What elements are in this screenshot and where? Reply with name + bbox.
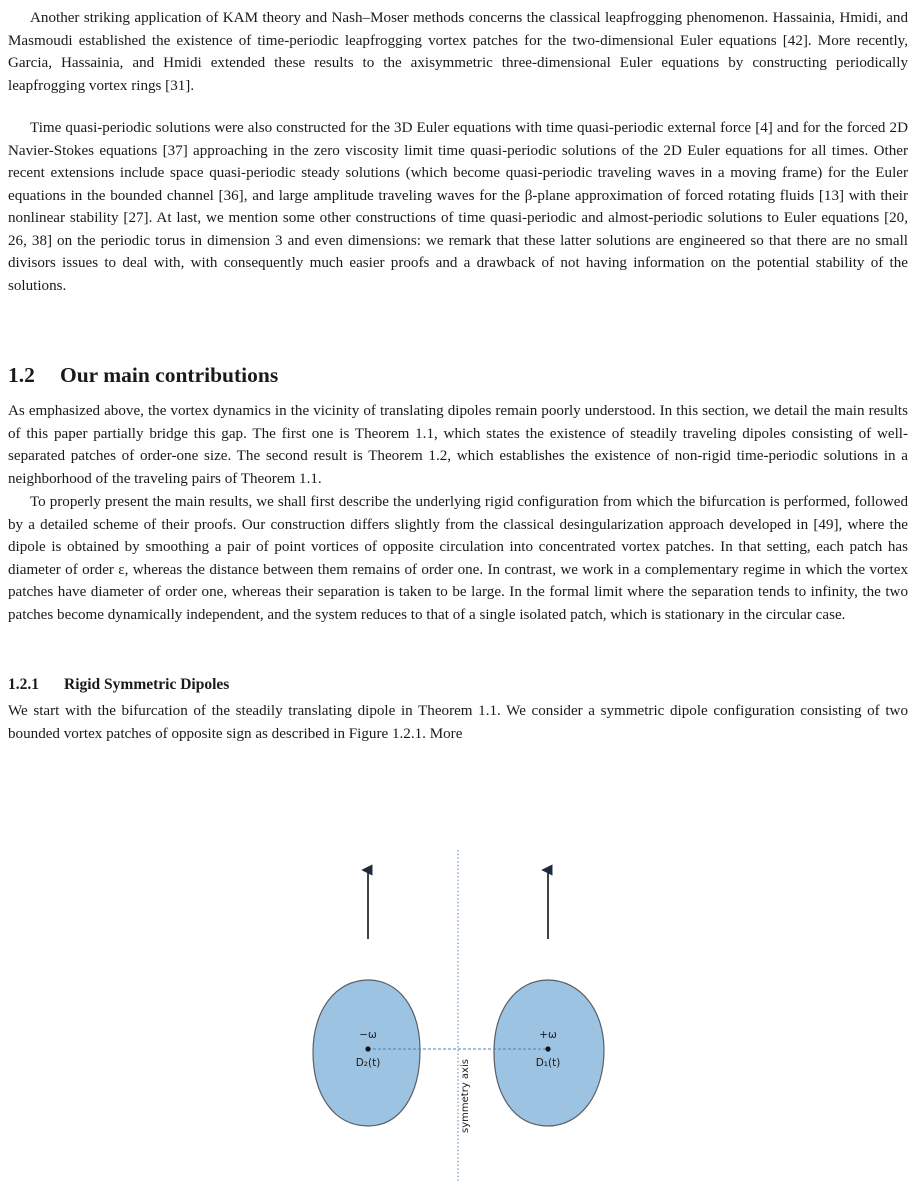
- symmetry-axis-label: symmetry axis: [460, 1059, 471, 1133]
- paragraph-main-results: As emphasized above, the vortex dynamics in the vicinity of translating dipoles remain poorly understood. In this section, we detail the main results of this paper partially bridge this gap. The first one is Theorem 1.1, which states the existence of steadily traveling dipoles consisting of well-separated patches of order-one size. The second result is Theorem 1.2, which establishes the existence of non-rigid time-periodic solutions in a neighborhood of the traveling pairs of Theorem 1.1.: [8, 403, 908, 487]
- right-vortex-patch: [494, 980, 604, 1126]
- left-vortex-patch: [313, 980, 420, 1126]
- right-center-point: [545, 1046, 550, 1051]
- subsection-heading: [8, 676, 229, 694]
- paragraph-construction: To properly present the main results, we shall first describe the underlying rigid configuration from which the bifurcation is performed, followed by a detailed scheme of their proofs. Our construction differs slightly from the classical desingularization approach developed in [49], where the dipole is obtained by smoothing a pair of point vortices of opposite circulation into concentrated vortex patches. In that setting, each patch has diameter of order ε, whereas the distance between them remains of order one. In contrast, we work in a complementary regime in which the vortex patches have diameter of order one, whereas their separation is taken to be large. In the formal limit where the separation tends to infinity, the two patches become dynamically independent, and the system reduces to that of a single isolated patch, which is stationary in the circular case.: [8, 494, 908, 623]
- paragraph-quasi-periodic: Time quasi-periodic solutions were also constructed for the 3D Euler equations with time quasi-periodic external force [4] and for the forced 2D Navier-Stokes equations [37] approaching in the zero viscosity limit time quasi-periodic solutions of the 2D Euler equations for all times. Other recent extensions include space quasi-periodic steady solutions (which become quasi-periodic traveling waves in a moving frame) for the Euler equations in the bounded channel [36], and large amplitude traveling waves for the β-plane approximation of forced rotating fluids [13] with their nonlinear stability [27]. At last, we mention some other constructions of time quasi-periodic and almost-periodic solutions to Euler equations [20, 26, 38] on the periodic torus in dimension 3 and even dimensions: we remark that these latter solutions are engineered so that there are no small divisors issues to deal with, with consequently much easier proofs and a drawback of not having information on the potential stability of the solutions.: [8, 120, 908, 294]
- right-domain-label: D₁(t): [535, 1057, 561, 1069]
- dipole-figure: [0, 850, 916, 1183]
- section-title: Our main contributions: [60, 363, 279, 387]
- left-vorticity-label: −ω: [359, 1029, 377, 1041]
- section-heading: [8, 363, 278, 388]
- paragraph-leapfrogging: Another striking application of KAM theory and Nash–Moser methods concerns the classical leapfrogging phenomenon. Hassainia, Hmidi, and Masmoudi established the existence of time-periodic leapfrogging vortex patches for the two-dimensional Euler equations [42]. More recently, Garcia, Hassainia, and Hmidi extended these results to the axisymmetric three-dimensional Euler equations by constructing periodically leapfrogging vortex rings [31].: [8, 10, 908, 94]
- subsection-number: 1.2.1: [8, 676, 39, 693]
- left-domain-label: D₂(t): [355, 1057, 381, 1069]
- section-number: 1.2: [8, 363, 35, 387]
- right-vorticity-label: +ω: [539, 1029, 557, 1041]
- left-center-point: [365, 1046, 370, 1051]
- subsection-title: Rigid Symmetric Dipoles: [64, 676, 230, 693]
- paragraph-dipole-intro: We start with the bifurcation of the steadily translating dipole in Theorem 1.1. We consider a symmetric dipole configuration consisting of two bounded vortex patches of opposite sign as described in Figure 1.2.1. More: [8, 703, 908, 742]
- dipole-diagram: [0, 850, 916, 1183]
